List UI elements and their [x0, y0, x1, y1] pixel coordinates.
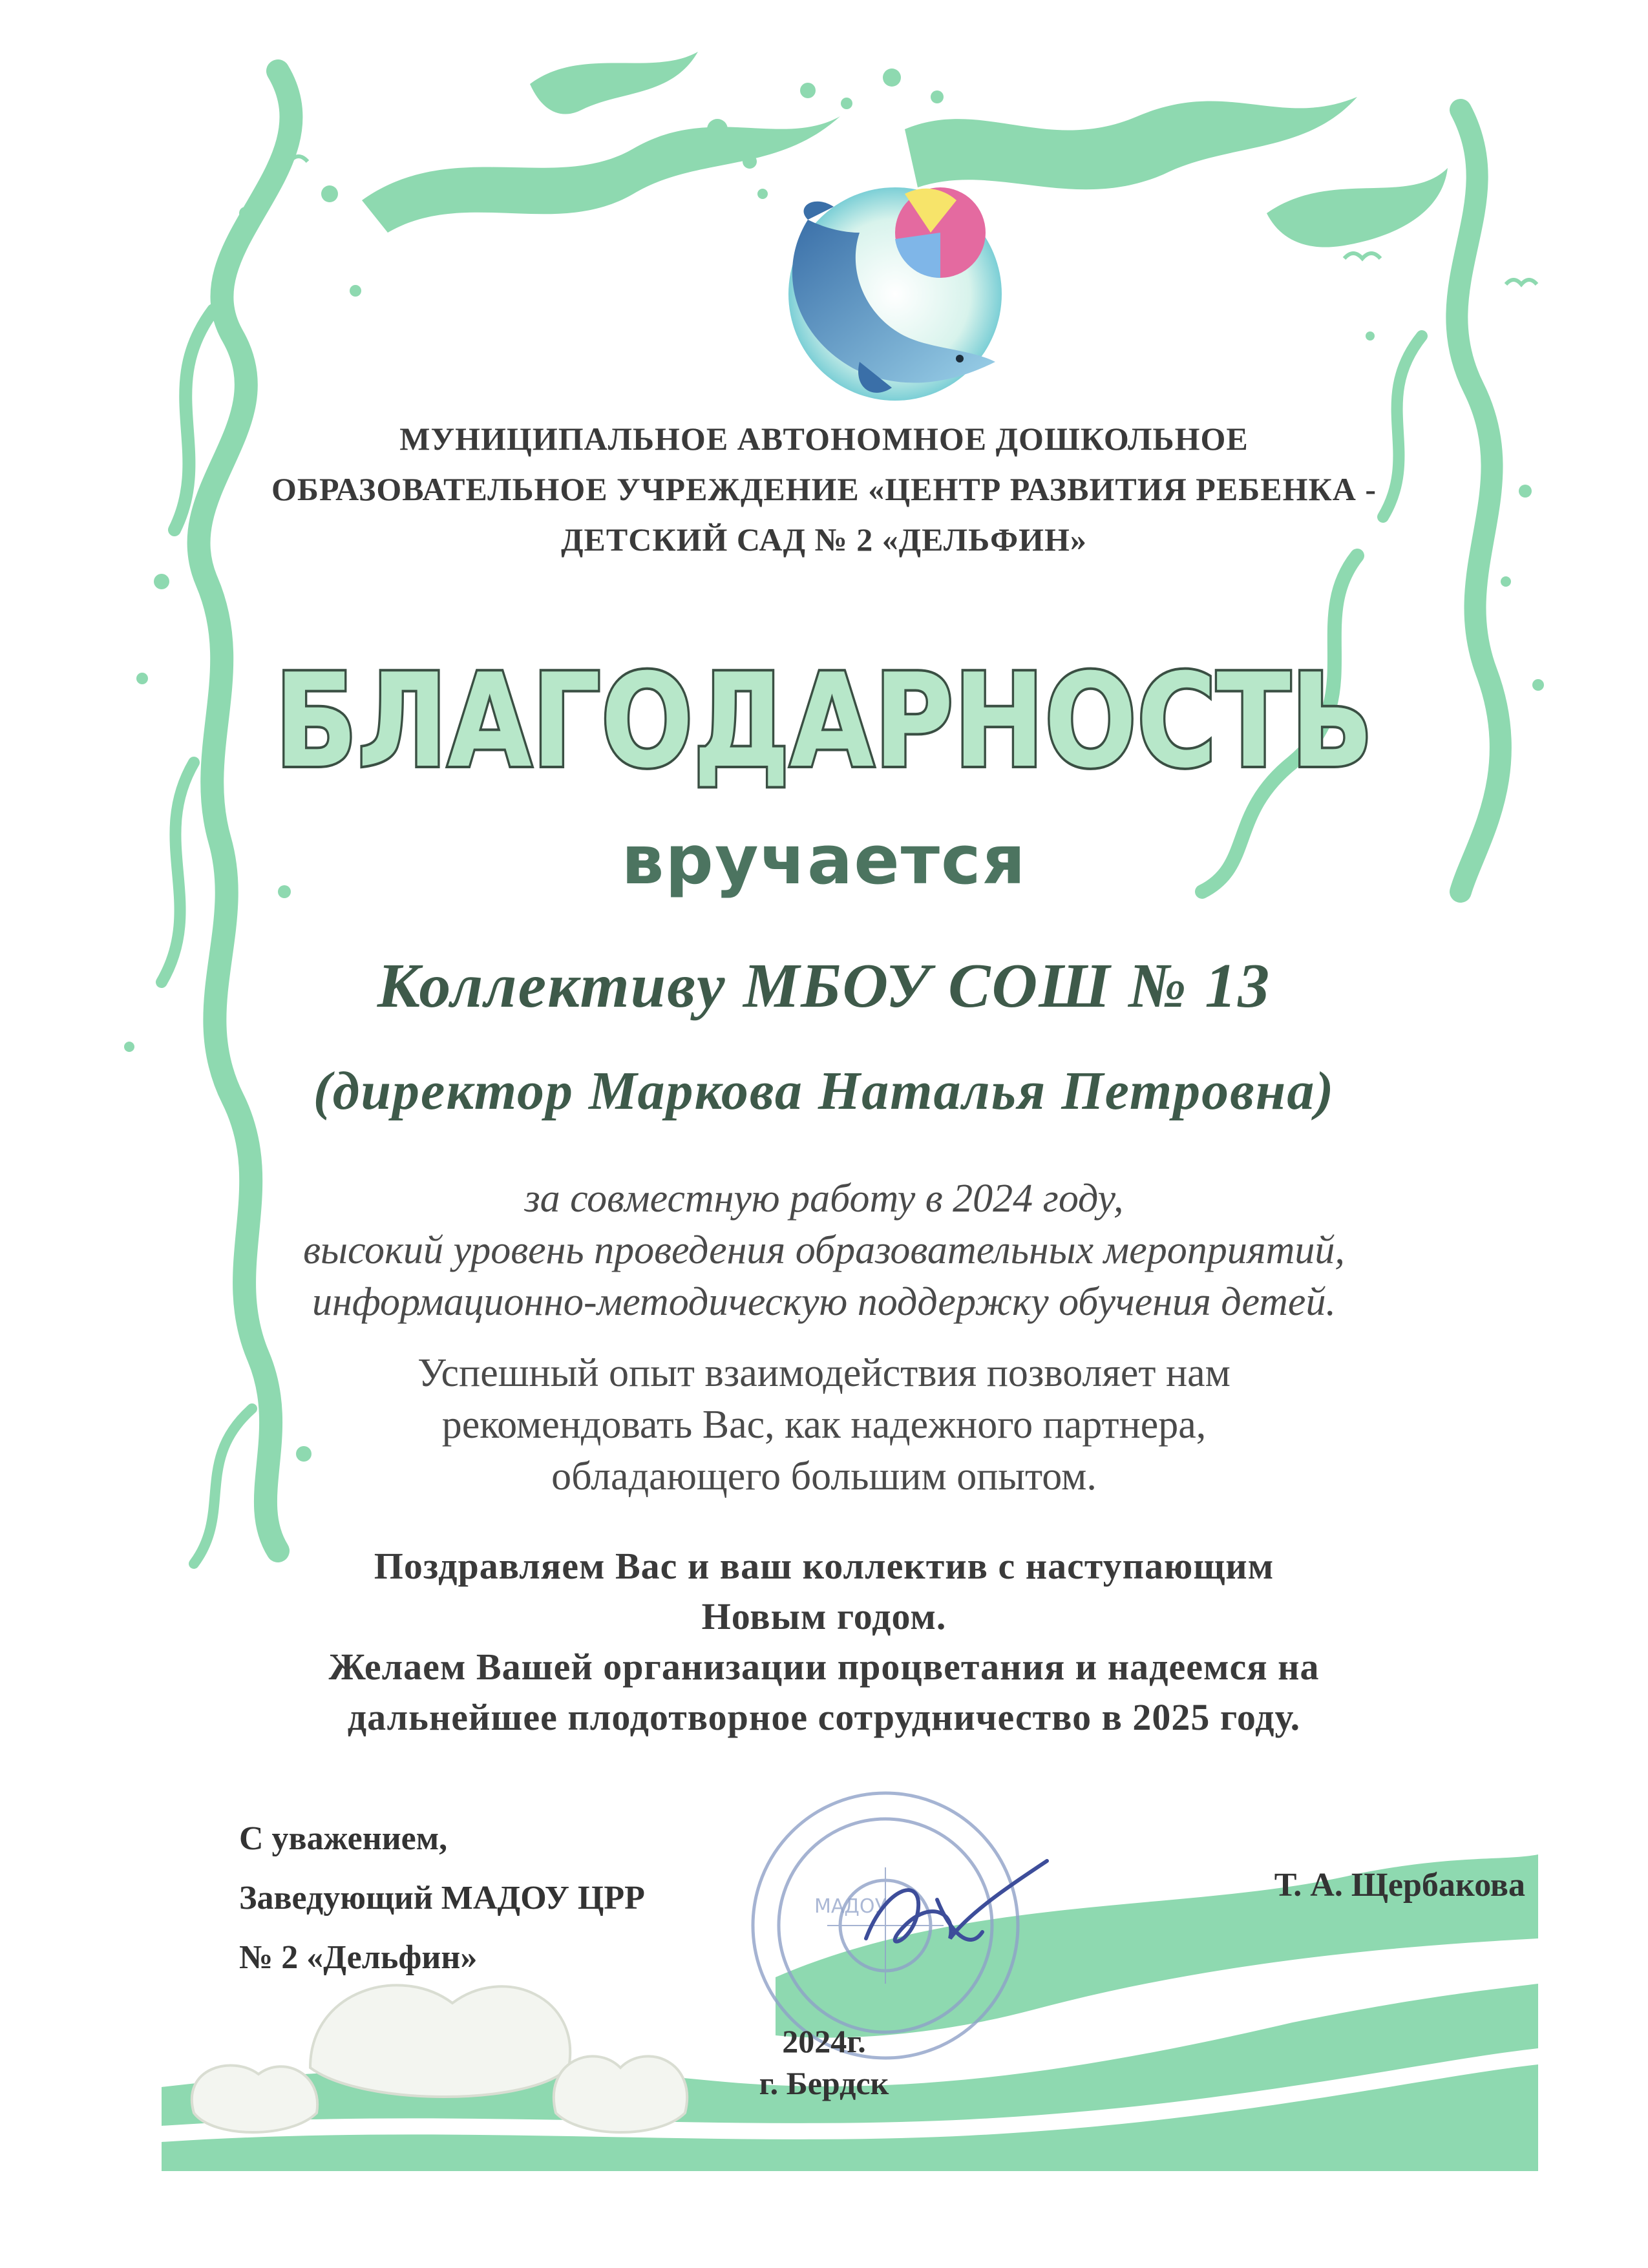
recipient-name: Коллективу МБОУ СОШ № 13 [377, 951, 1271, 1021]
congrats-line-1: Поздравляем Вас и ваш коллектив с наступающим [374, 1545, 1274, 1587]
left-swirl [162, 71, 291, 1564]
congrats-line-2: Новым годом. [701, 1595, 947, 1637]
opinion-line-1: Успешный опыт взаимодействия позволяет нам [417, 1351, 1231, 1395]
certificate-title-svg [0, 636, 1648, 804]
partner-recommendation [0, 1347, 1648, 1502]
organization-name [0, 414, 1648, 565]
dolphin-logo-icon [788, 187, 1002, 401]
opinion-line-3: обладающего большим опытом. [551, 1454, 1097, 1498]
organization-line-3: ДЕТСКИЙ САД № 2 «ДЕЛЬФИН» [561, 521, 1087, 558]
award-reason [0, 1173, 1648, 1328]
reason-line-3: информационно-методическую поддержку обучения детей. [312, 1280, 1336, 1324]
certificate-title: БЛАГОДАРНОСТЬ [275, 646, 1373, 797]
issue-date: 2024г. [782, 2023, 866, 2059]
signature-position: Заведующий МАДОУ ЦРР [239, 1880, 645, 1916]
issue-city: г. Бердск [759, 2065, 889, 2101]
certificate-subtitle: вручается [621, 821, 1027, 899]
opinion-line-2: рекомендовать Вас, как надежного партнера, [441, 1403, 1207, 1447]
new-year-congratulations [0, 1541, 1648, 1743]
organization-line-2: ОБРАЗОВАТЕЛЬНОЕ УЧРЕЖДЕНИЕ «ЦЕНТР РАЗВИТИЯ РЕБЕНКА - [271, 471, 1377, 507]
reason-line-1: за совместную работу в 2024 году, [524, 1177, 1124, 1221]
svg-text:МАДОУ: МАДОУ [814, 1895, 887, 1918]
signature-block [239, 1809, 645, 1988]
organization-line-1: МУНИЦИПАЛЬНОЕ АВТОНОМНОЕ ДОШКОЛЬНОЕ [399, 421, 1249, 457]
signature-org: № 2 «Дельфин» [239, 1939, 478, 1976]
reason-line-2: высокий уровень проведения образовательных мероприятий, [303, 1228, 1345, 1272]
certificate-title-block [0, 636, 1648, 804]
congrats-line-3: Желаем Вашей организации процветания и надеемся на [328, 1646, 1320, 1688]
signature-regards: С уважением, [239, 1820, 448, 1857]
recipient-director: (директор Маркова Наталья Петровна) [313, 1061, 1335, 1121]
signatory-name: Т. А. Щербакова [1274, 1867, 1525, 1904]
congrats-line-4: дальнейшее плодотворное сотрудничество в 2025 году. [347, 1696, 1301, 1738]
